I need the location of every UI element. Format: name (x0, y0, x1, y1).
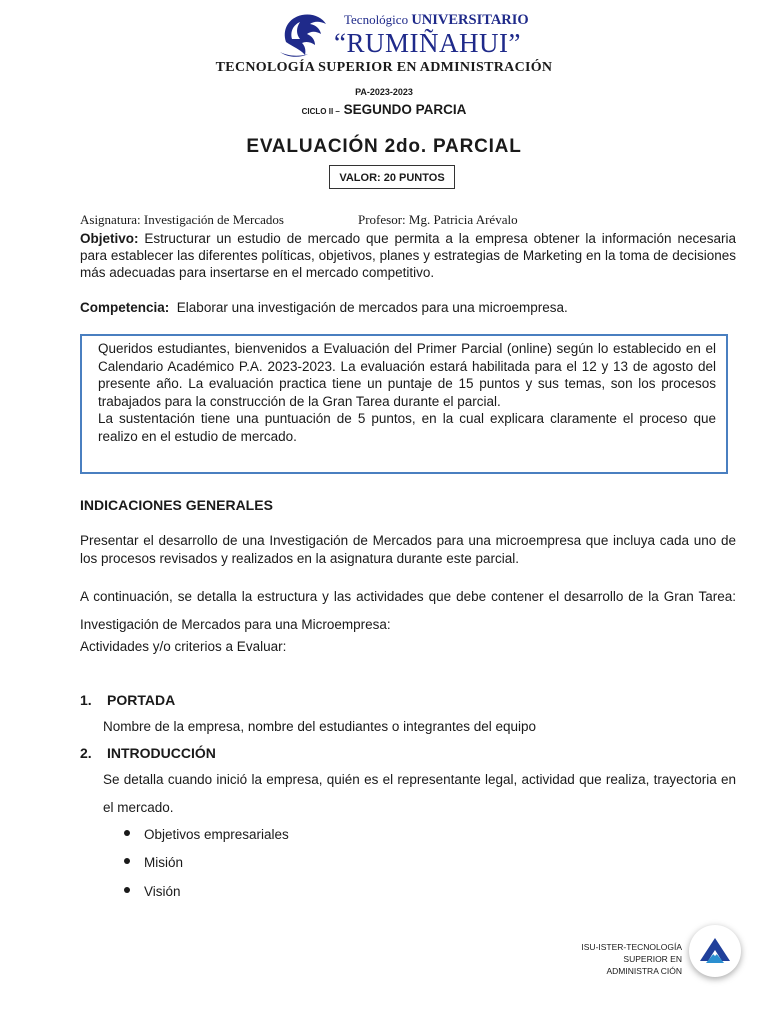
cycle-line (0, 102, 768, 117)
notice-paragraph-2: La sustentación tiene una puntuación de 5 puntos, en la cual explicara claramente el proceso que realizo en el estudio de mercado. (98, 411, 716, 444)
subject-line: Asignatura: Investigación de Mercados (80, 212, 284, 227)
brand-word: UNIVERSITARIO (411, 12, 529, 28)
cycle-big: SEGUNDO PARCIA (343, 102, 467, 117)
bullet-icon (124, 887, 130, 893)
footer-line: ISU-ISTER-TECNOLOGÍA (581, 942, 682, 952)
competence-text: Elaborar una investigación de mercados para una microempresa. (176, 300, 568, 315)
objective-paragraph (80, 230, 736, 281)
bullet-text: Objetivos empresariales (144, 827, 289, 842)
competence-line (80, 300, 736, 315)
objective-text: Estructurar un estudio de mercado que permita a la empresa obtener la información necesaria para establecer las diferentes políticas, objetivos, planes y estrategias de Marketing en la toma de decisiones más adecuadas para insertarse en el mercado competitivo. (80, 231, 736, 280)
period-code: PA-2023-2023 (355, 87, 413, 97)
bullet-text: Visión (144, 884, 181, 899)
bullet-item (124, 855, 183, 870)
item-title: INTRODUCCIÓN (107, 745, 216, 761)
bullet-icon (124, 830, 130, 836)
item-title: PORTADA (107, 692, 176, 708)
notice-box (80, 334, 728, 474)
bullet-text: Misión (144, 855, 184, 870)
evaluation-title: EVALUACIÓN 2do. PARCIAL (246, 136, 522, 157)
professor-line: Profesor: Mg. Patricia Arévalo (358, 212, 518, 227)
career-title: TECNOLOGÍA SUPERIOR EN ADMINISTRACIÓN (215, 60, 553, 75)
general-heading: INDICACIONES GENERALES (80, 497, 273, 513)
mountain-logo-icon (689, 925, 741, 977)
brand-name: “RUMIÑAHUI” (334, 28, 521, 58)
item-introduccion (80, 745, 216, 761)
value-box: VALOR: 20 PUNTOS (329, 165, 455, 189)
cycle-small: CICLO II – (301, 107, 340, 116)
objective-label: Objetivo: (80, 231, 139, 246)
footer-line: SUPERIOR EN (623, 954, 682, 964)
bullet-item (124, 884, 181, 899)
paragraph-continuacion: A continuación, se detalla la estructura y las actividades que debe contener el desarrollo de la Gran Tarea: Investigación de Mercados para una Microempresa: (80, 589, 736, 632)
institution-logo (278, 12, 330, 58)
footer-badge (689, 925, 741, 977)
item-introduccion-text: Se detalla cuando inició la empresa, quién es el representante legal, actividad que realiza, trayectoria en el mercado. (103, 772, 736, 815)
item-portada-text: Nombre de la empresa, nombre del estudiantes o integrantes del equipo (103, 719, 537, 734)
bullet-icon (124, 858, 130, 864)
footer-institution (560, 941, 682, 977)
paragraph-presentar: Presentar el desarrollo de una Investigación de Mercados para una microempresa que incluya cada uno de los procesos revisados y realizados en la asignatura durante este parcial. (80, 533, 736, 566)
competence-label: Competencia: (80, 300, 170, 315)
brand-subtitle (344, 12, 529, 29)
item-number: 1. (80, 692, 92, 708)
footer-line: ADMINISTRA CIÓN (606, 966, 682, 976)
bullet-item (124, 827, 289, 842)
notice-paragraph-1: Queridos estudiantes, bienvenidos a Evaluación del Primer Parcial (online) según lo establecido en el Calendario Académico P.A. 2023-2023. La evaluación estará habilitada para el 12 y 13 de agosto del presente año. La evaluación practica tiene un puntaje de 15 puntos y sus temas, son los procesos trabajados para la construcción de la Gran Tarea durante el parcial. (98, 341, 716, 409)
paragraph-actividades: Actividades y/o criterios a Evaluar: (80, 639, 287, 654)
item-number: 2. (80, 745, 92, 761)
item-portada (80, 692, 175, 708)
brand-prefix: Tecnológico (344, 12, 409, 27)
